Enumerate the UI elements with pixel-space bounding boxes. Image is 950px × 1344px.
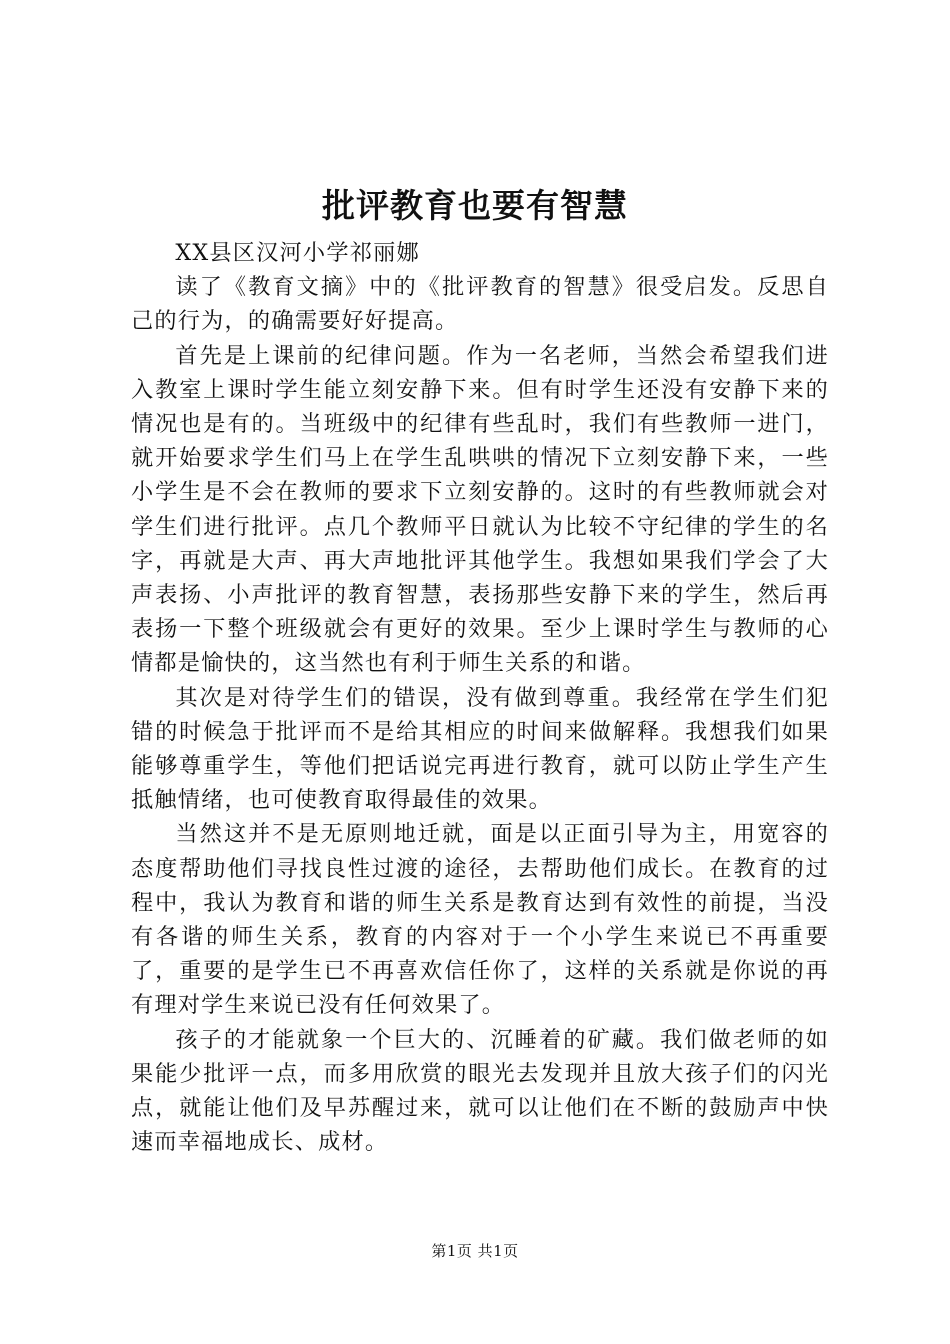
paragraph-guidance: 当然这并不是无原则地迁就，面是以正面引导为主，用宽容的态度帮助他们寻找良性过渡的途径，去帮助他们成长。在教育的过程中，我认为教育和谐的师生关系是教育达到有效性的前提，当没有各谐的师生关系，教育的内容对于一个小学生来说已不再重要了，重要的是学生已不再喜欢信任你了，这样的关系就是你说的再有理对学生来说已没有任何效果了。 xyxy=(131,821,829,1019)
document-body xyxy=(131,236,829,1159)
paragraph-intro: 读了《教育文摘》中的《批评教育的智慧》很受启发。反思自己的行为，的确需要好好提高。 xyxy=(131,274,829,335)
page-number-footer: 第1页 共1页 xyxy=(431,1242,519,1260)
paragraph-respect: 其次是对待学生们的错误，没有做到尊重。我经常在学生们犯错的时候急于批评而不是给其相应的时间来做解释。我想我们如果能够尊重学生，等他们把话说完再进行教育，就可以防止学生产生抵触情绪，也可使教育取得最佳的效果。 xyxy=(131,684,829,814)
paragraph-conclusion: 孩子的才能就象一个巨大的、沉睡着的矿藏。我们做老师的如果能少批评一点，而多用欣赏的眼光去发现并且放大孩子们的闪光点，就能让他们及早苏醒过来，就可以让他们在不断的鼓励声中快速而幸福地成长、成材。 xyxy=(131,1026,829,1156)
document-title: 批评教育也要有智慧 xyxy=(322,186,628,225)
paragraph-discipline: 首先是上课前的纪律问题。作为一名老师，当然会希望我们进入教室上课时学生能立刻安静下来。但有时学生还没有安静下来的情况也是有的。当班级中的纪律有些乱时，我们有些教师一进门，就开始要求学生们马上在学生乱哄哄的情况下立刻安静下来，一些小学生是不会在教师的要求下立刻安静的。这时的有些教师就会对学生们进行批评。点几个教师平日就认为比较不守纪律的学生的名字，再就是大声、再大声地批评其他学生。我想如果我们学会了大声表扬、小声批评的教育智慧，表扬那些安静下来的学生，然后再表扬一下整个班级就会有更好的效果。至少上课时学生与教师的心情都是愉快的，这当然也有利于师生关系的和谐。 xyxy=(131,342,829,677)
author-line: XX县区汉河小学祁丽娜 xyxy=(175,240,420,266)
